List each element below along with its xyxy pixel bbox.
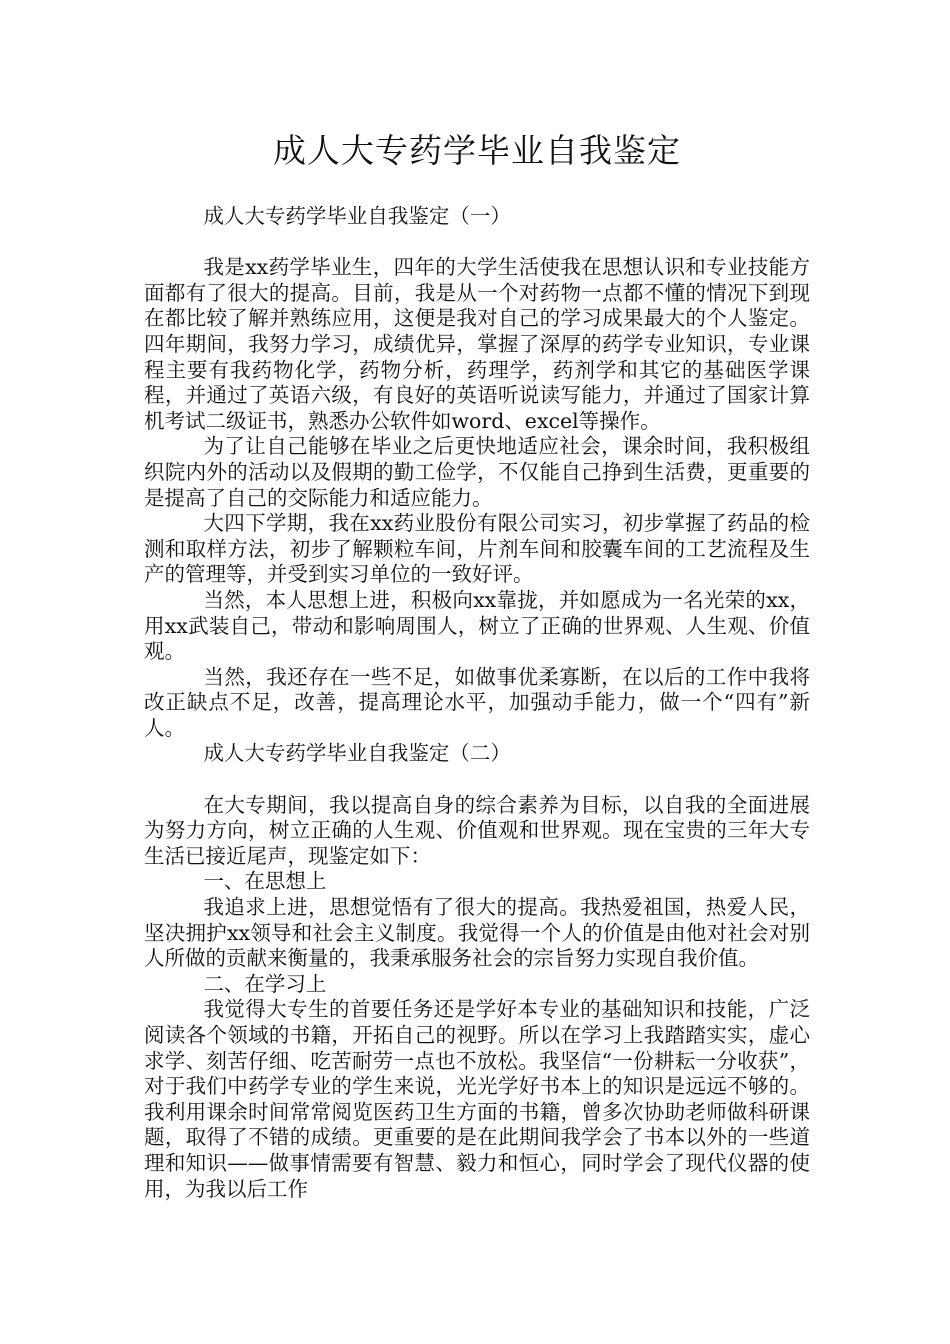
section-heading-1: 成人大专药学毕业自我鉴定（一）: [203, 204, 511, 228]
document-title: 成人大专药学毕业自我鉴定: [273, 131, 681, 170]
paragraph-internship: 大四下学期，我在xx药业股份有限公司实习，初步掌握了药品的检测和取样方法，初步了解颗粒车间，片剂车间和胶囊车间的工艺流程及生产的管理等，并受到实习单位的一致好评。: [144, 511, 810, 587]
section-heading-2: 成人大专药学毕业自我鉴定（二）: [203, 741, 511, 766]
paragraph-thought: 我追求上进，思想觉悟有了很大的提高。我热爱祖国，热爱人民，坚决拥护xx领导和社会主义制度。我觉得一个人的价值是由他对社会对别人所做的贡献来衡量的，我秉承服务社会的宗旨努力实现自我价值。: [144, 895, 810, 971]
paragraph-study: 我觉得大专生的首要任务还是学好本专业的基础知识和技能，广泛阅读各个领域的书籍，开拓自己的视野。所以在学习上我踏踏实实，虚心求学、刻苦仔细、吃苦耐劳一点也不放松。我坚信“一份耕耘一分收获”，对于我们中药学专业的学生来说，光光学好书本上的知识是远远不够的。我利用课余时间常常阅览医药卫生方面的书籍，曾多次协助老师做科研课题，取得了不错的成绩。更重要的是在此期间我学会了书本以外的一些道理和知识——做事情需要有智慧、毅力和恒心，同时学会了现代仪器的使用，为我以后工作: [144, 997, 810, 1201]
paragraph-activities: 为了让自己能够在毕业之后更快地适应社会，课余时间，我积极组织院内外的活动以及假期的勤工俭学，不仅能自己挣到生活费，更重要的是提高了自己的交际能力和适应能力。: [144, 434, 810, 510]
paragraph-overview: 在大专期间，我以提高自身的综合素养为目标，以自我的全面进展为努力方向，树立正确的人生观、价值观和世界观。现在宝贵的三年大专生活已接近尾声，现鉴定如下：: [144, 792, 810, 868]
paragraph-shortcomings: 当然，我还存在一些不足，如做事优柔寡断，在以后的工作中我将改正缺点不足，改善，提高理论水平，加强动手能力，做一个“四有”新人。: [144, 664, 810, 740]
document-page: [144, 0, 810, 1202]
paragraph-ideology: 当然，本人思想上进，积极向xx靠拢，并如愿成为一名光荣的xx，用xx武装自己，带动和影响周围人，树立了正确的世界观、人生观、价值观。: [144, 587, 810, 664]
subheading-thought: 一、在思想上: [203, 869, 327, 894]
document-body: [144, 204, 810, 1202]
paragraph-intro: 我是xx药学毕业生，四年的大学生活使我在思想认识和专业技能方面都有了很大的提高。目前，我是从一个对药物一点都不懂的情况下到现在都比较了解并熟练应用，这便是我对自己的学习成果最大的个人鉴定。四年期间，我努力学习，成绩优异，掌握了深厚的药学专业知识，专业课程主要有我药物化学，药物分析，药理学，药剂学和其它的基础医学课程，并通过了英语六级，有良好的英语听说读写能力，并通过了国家计算机考试二级证书，熟悉办公软件如word、excel等操作。: [144, 255, 810, 433]
subheading-study: 二、在学习上: [203, 971, 327, 996]
